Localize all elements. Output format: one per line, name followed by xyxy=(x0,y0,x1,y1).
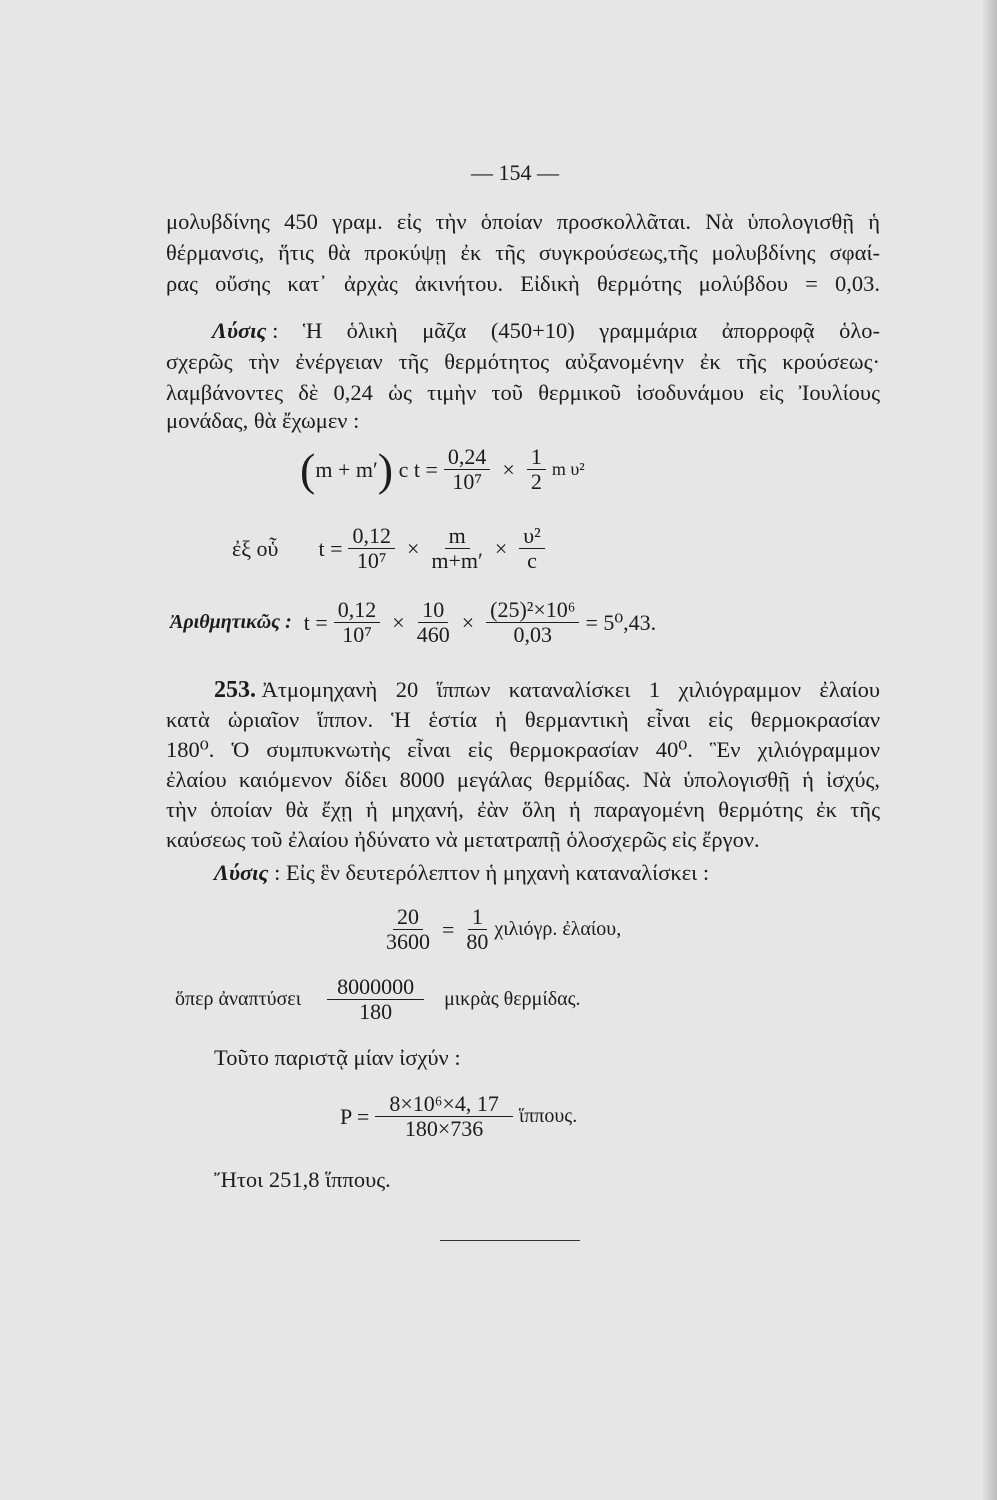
eq-term: m + m′ xyxy=(315,456,378,482)
text-line: Τοῦτο παριστᾷ μίαν ἰσχύν : xyxy=(214,1045,461,1070)
page-edge xyxy=(983,0,997,1500)
text-line: θέρμανσις, ἥτις θὰ προκύψῃ ἐκ τῆς συγκρούσεως,τῆς μολυβδίνης σφαί- xyxy=(166,240,880,265)
equation-2: ἐξ οὗ t = $\frac{0,12}{\text{10⁷}}$ × $\frac{m}{m+m'}$ × $\frac{\text{υ²}}{c}$ xyxy=(232,524,551,573)
text-line: σχερῶς τὴν ἐνέργειαν τῆς θερμότητος αὐξανομένην ἐκ τῆς κρούσεως· xyxy=(166,349,880,374)
equation-3: Ἀριθμητικῶς : t = $\frac{0,12}{\text{10⁷}}$ × $\frac{10}{460}$ × $\frac{\text{(25)²×10⁶}}{0,03}$ = 5⁰,43. xyxy=(170,597,657,647)
equation-5: ὅπερ ἀναπτύσει 8000000 180 μικρὰς θερμίδας. xyxy=(175,974,581,1024)
solution-label: Λύσις xyxy=(214,860,269,885)
equation-4: $\frac{20}{3600}$ = $\frac{1}{80}$ χιλιόγρ. ἐλαίου, xyxy=(386,904,622,954)
text-line: ρας οὔσης κατ᾽ ἀρχὰς ἀκινήτου. Εἰδικὴ θερμότης μολύβδου = 0,03. xyxy=(166,271,880,296)
equation-6: P = $\frac{\text{8×10⁶×4, 17}}{180\times 736}$ ἵππους. xyxy=(340,1091,578,1141)
text-line: λαμβάνοντες δὲ 0,24 ὡς τιμὴν τοῦ θερμικοῦ ἰσοδυνάμου εἰς Ἰουλίους xyxy=(166,380,880,405)
text-line: κατὰ ὡριαῖον ἵππον. Ἡ ἑστία ἡ θερμαντικὴ εἶναι εἰς θερμοκρασίαν xyxy=(166,707,880,732)
text-line: τὴν ὁποίαν θὰ ἔχῃ ἡ μηχανή, ἐὰν ὅλη ἡ παραγομένη θερμότης ἐκ τῆς xyxy=(166,797,880,822)
text-line: Ἤτοι 251,8 ἵππους. xyxy=(214,1167,391,1192)
end-rule xyxy=(440,1240,580,1241)
solution-line xyxy=(212,316,880,346)
text-line: ἐλαίου καιόμενον δίδει 8000 μεγάλας θερμίδας. Νὰ ὑπολογισθῇ ἡ ἰσχύς, xyxy=(166,767,880,792)
text: : Ἡ ὁλικὴ μᾶζα (450+10) γραμμάρια ἀπορροφᾷ ὁλο- xyxy=(272,318,880,343)
solution-label: Λύσις xyxy=(212,318,267,343)
eq-term: c t = xyxy=(398,456,438,482)
equation-1: ( m + m′ ) c t = $\frac{0,24}{\text{10⁷}}$ × $\frac{1}{2}$ m υ² xyxy=(300,443,585,495)
text-line: καύσεως τοῦ ἐλαίου ἠδύνατο νὰ μετατραπῇ ὁλοσχερῶς εἰς ἔργον. xyxy=(166,827,760,852)
problem-line: 253. Ἀτμομηχανὴ 20 ἵππων καταναλίσκει 1 χιλιόγραμμον ἐλαίου xyxy=(214,677,880,703)
text-line: 180⁰. Ὁ συμπυκνωτὴς εἶναι εἰς θερμοκρασίαν 40⁰. Ἓν χιλιόγραμμον xyxy=(166,737,880,762)
page-number: — 154 — xyxy=(471,160,559,185)
solution-line: Λύσις : Εἰς ἓν δευτερόλεπτον ἡ μηχανὴ καταναλίσκει : xyxy=(214,860,710,885)
text-line: μολυβδίνης 450 γραμ. εἰς τὴν ὁποίαν προσκολλᾶται. Νὰ ὑπολογισθῇ ἡ xyxy=(166,209,880,234)
problem-number: 253. xyxy=(214,677,256,703)
text-line: μονάδας, θὰ ἔχωμεν : xyxy=(166,408,360,433)
